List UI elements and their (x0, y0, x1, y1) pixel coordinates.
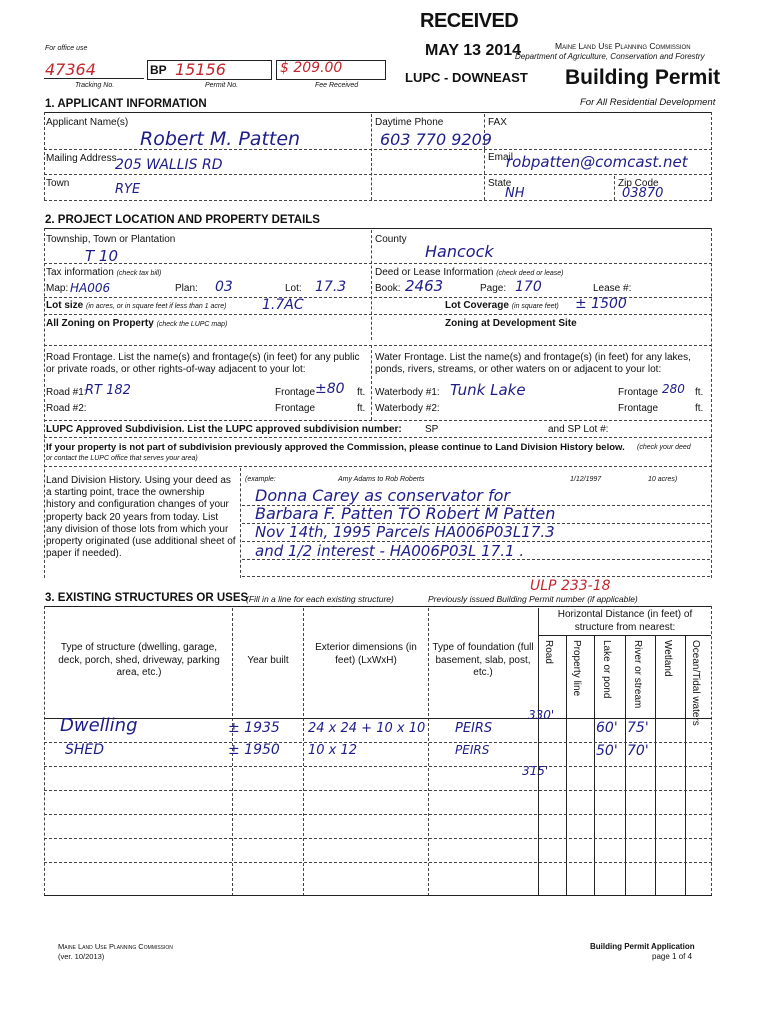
water2-frontage-label: Frontage (618, 403, 659, 414)
lot-size-label: Lot size (in acres, or in square feet if less than 1 acre) (46, 300, 227, 311)
structure1-road-dist: 330' (528, 708, 555, 722)
lease-label: Lease #: (593, 283, 632, 294)
road1-frontage-label: Frontage (275, 387, 316, 398)
example-label: (example: (245, 476, 276, 483)
department-name: Department of Agriculture, Conservation and Forestry (515, 52, 705, 61)
structure2-lake-dist: 50' (596, 743, 618, 759)
history-line-4: and 1/2 interest - HA006P03L 17.1 . (255, 542, 525, 560)
section3-heading: 3. EXISTING STRUCTURES OR USES (45, 592, 249, 604)
footer-commission: Maine Land Use Planning Commission (58, 942, 173, 951)
email-value: robpatten@comcast.net (506, 153, 688, 171)
town-label: Town (46, 178, 70, 189)
structure2-dims: 10 x 12 (308, 743, 358, 758)
phone-value: 603 770 9209 (380, 130, 492, 149)
commission-name: Maine Land Use Planning Commission (555, 41, 691, 51)
book-value: 2463 (405, 277, 444, 295)
applicant-name-value: Robert M. Patten (140, 128, 301, 150)
dist-col-wetland: Wetland (662, 640, 673, 677)
road2-label: Road #2: (46, 403, 87, 414)
previous-permit-label: Previously issued Building Permit number (if applicable) (428, 594, 638, 604)
structure1-lake-dist: 60' (596, 720, 618, 736)
dist-col-property: Property line (571, 640, 582, 697)
section2-heading: 2. PROJECT LOCATION AND PROPERTY DETAILS (45, 214, 320, 226)
received-office: LUPC - DOWNEAST (405, 70, 528, 85)
col-type-header: Type of structure (dwelling, garage, deck, porch, shed, driveway, parking area, etc.) (58, 642, 220, 678)
structure1-foundation: PEIRS (455, 721, 493, 736)
water1-ft: ft. (695, 387, 704, 398)
not-subdivision-text: If your property is not part of subdivision previously approved the Commission, please continue to Land Division History below. (46, 442, 625, 453)
road1-value: RT 182 (85, 383, 131, 398)
permit-no-label: Permit No. (205, 82, 239, 89)
form-title: Building Permit (565, 66, 721, 89)
bp-label: BP (150, 63, 167, 77)
structure2-year: ± 1950 (228, 742, 280, 758)
col-year-header: Year built (247, 655, 289, 666)
dist-col-lake: Lake or pond (601, 640, 612, 699)
page-value: 170 (515, 279, 542, 295)
dist-col-ocean: Ocean/Tidal waters (690, 640, 701, 726)
plan-label: Plan: (175, 283, 198, 294)
not-subdivision-note1: (check your deed (637, 444, 691, 451)
section1-heading: 1. APPLICANT INFORMATION (45, 98, 207, 110)
sp-label: SP (425, 424, 439, 435)
structure1-type: Dwelling (60, 715, 138, 736)
page-label: Page: (480, 283, 507, 294)
deed-info-label: Deed or Lease Information (check deed or lease) (375, 267, 564, 278)
fee-value: $ 209.00 (280, 60, 343, 76)
county-value: Hancock (425, 242, 494, 261)
dist-col-road: Road (543, 640, 554, 664)
zip-value: 03870 (622, 186, 664, 201)
township-label: Township, Town or Plantation (46, 234, 176, 245)
road2-ft: ft. (357, 403, 366, 414)
book-label: Book: (375, 283, 401, 294)
col-dims-header: Exterior dimensions (in feet) (LxWxH) (315, 642, 417, 666)
road2-frontage-label: Frontage (275, 403, 316, 414)
map-value: HA006 (70, 281, 111, 295)
office-use-label: For office use (45, 45, 88, 52)
lot-coverage-value: ± 1500 (575, 296, 627, 312)
structure2-foundation: PEIRS (455, 743, 490, 757)
road1-frontage-value: ±80 (315, 381, 345, 397)
structure1-dims: 24 x 24 + 10 x 10 (308, 721, 426, 736)
road-frontage-text: Road Frontage. List the name(s) and frontage(s) (in feet) for any public or private roads, or other rights-of-way adjacent to your lot: (46, 352, 360, 375)
applicant-name-label: Applicant Name(s) (46, 117, 129, 128)
footer-form-name: Building Permit Application (590, 942, 695, 951)
mailing-address-value: 205 WALLIS RD (115, 157, 223, 173)
zip-label: Zip Code (618, 178, 659, 189)
email-label: Email (488, 152, 514, 163)
structure2-road-dist: 315' (522, 764, 549, 778)
history-line-2: Barbara F. Patten TO Robert M Patten (255, 504, 556, 523)
form-subtitle: For All Residential Development (580, 97, 716, 108)
structure1-year: ± 1935 (228, 720, 280, 736)
footer-version: (ver. 10/2013) (58, 952, 105, 961)
township-value: T 10 (85, 247, 119, 265)
dist-col-river: River or stream (632, 640, 643, 709)
section3-heading-note: (Fill in a line for each existing structure) (246, 594, 394, 604)
water1-frontage-label: Frontage (618, 387, 659, 398)
not-subdivision-note2: or contact the LUPC office that serves your area) (46, 455, 198, 462)
history-line-3: Nov 14th, 1995 Parcels HA006P03L17.3 (255, 523, 555, 541)
example-text: Amy Adams to Rob Roberts (338, 476, 425, 483)
plan-value: 03 (215, 279, 233, 295)
water1-frontage-value: 280 (662, 382, 685, 396)
water2-label: Waterbody #2: (375, 403, 440, 414)
county-label: County (375, 234, 407, 245)
lot-coverage-label: Lot Coverage (in square feet) (445, 300, 559, 311)
land-history-text: Land Division History. Using your deed as a starting point, trace the ownership history and configuration changes of your property back 20 years from today. List any division of those lots from which your property originated (use additional sheet of paper if needed). (46, 475, 236, 560)
state-label: State (488, 178, 512, 189)
tracking-label: Tracking No. (75, 82, 115, 89)
zoning-dev-label: Zoning at Development Site (445, 318, 577, 329)
distance-header: Horizontal Distance (in feet) of structure from nearest: (557, 609, 693, 633)
received-date: MAY 13 2014 (425, 42, 522, 59)
water2-ft: ft. (695, 403, 704, 414)
town-value: RYE (115, 182, 141, 197)
mailing-address-label: Mailing Address (46, 153, 117, 164)
structure2-river-dist: 70' (627, 743, 649, 759)
tracking-number: 47364 (45, 60, 96, 79)
zoning-label: All Zoning on Property (check the LUPC map) (46, 318, 228, 329)
lot-label: Lot: (285, 283, 302, 294)
received-stamp: RECEIVED (420, 10, 519, 32)
example-acres: 10 acres) (648, 476, 678, 483)
road1-label: Road #1: (46, 387, 87, 398)
previous-permit-value: ULP 233-18 (530, 578, 611, 594)
history-line-1: Donna Carey as conservator for (255, 486, 510, 505)
lot-size-value: 1.7AC (262, 297, 304, 313)
water1-label: Waterbody #1: (375, 387, 440, 398)
phone-label: Daytime Phone (375, 117, 444, 128)
state-value: NH (505, 186, 525, 201)
structure2-type: SHED (65, 742, 105, 758)
map-label: Map: (46, 283, 69, 294)
lot-value: 17.3 (315, 279, 347, 295)
fee-label: Fee Received (315, 82, 359, 89)
road1-ft: ft. (357, 387, 366, 398)
fax-label: FAX (488, 117, 507, 128)
example-date: 1/12/1997 (570, 476, 602, 483)
bp-number: 15156 (175, 60, 226, 79)
footer-page-number: page 1 of 4 (652, 952, 693, 961)
structure1-river-dist: 75' (627, 720, 649, 736)
water-frontage-text: Water Frontage. List the name(s) and frontage(s) (in feet) for any lakes, ponds, rivers, streams, or other waters on or adjacent to your lot: (375, 352, 691, 375)
water1-value: Tunk Lake (450, 381, 526, 399)
col-foundation-header: Type of foundation (full basement, slab, post, etc.) (432, 642, 534, 678)
sp-lot-label: and SP Lot #: (548, 424, 609, 435)
subdivision-text: LUPC Approved Subdivision. List the LUPC approved subdivision number: (46, 424, 402, 435)
tax-info-label: Tax information (check tax bill) (46, 267, 162, 278)
